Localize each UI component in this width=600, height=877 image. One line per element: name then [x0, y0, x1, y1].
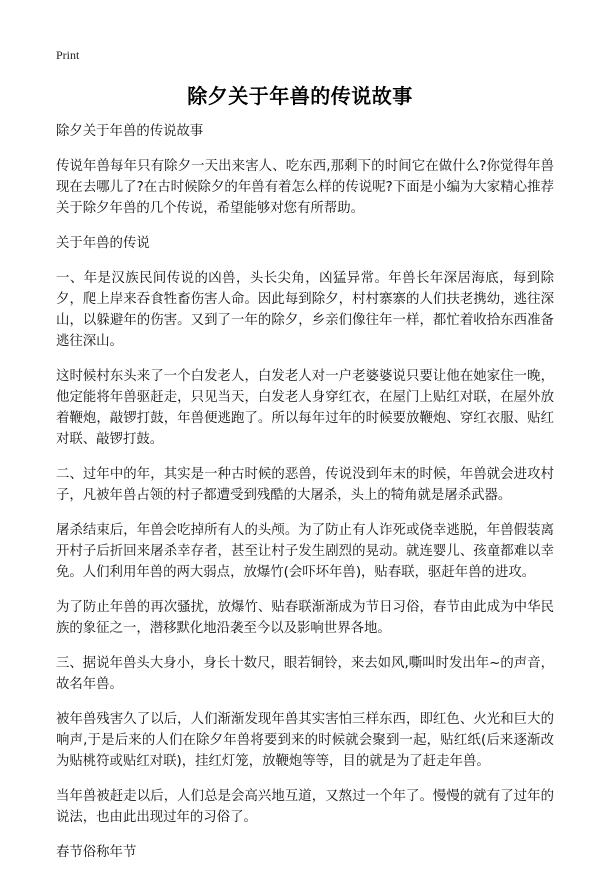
paragraph-origin: 当年兽被赶走以后，人们总是会高兴地互道，又熬过一个年了。慢慢的就有了过年的说法，也由此出现过年的习俗了。: [56, 789, 554, 825]
paragraph-slaughter: 屠杀结束后，年兽会吃掉所有人的头颅。为了防止有人诈死或侥幸逃脱，年兽假装离开村子后折回来屠杀幸存者，甚至让村子发生剧烈的晃动。就连婴儿、孩童都难以幸免。人们利用年兽的两大弱点，放爆竹(会吓坏年兽)，贴春联，驱赶年兽的进攻。: [56, 523, 554, 580]
page-title: 除夕关于年兽的传说故事: [187, 84, 413, 108]
section-heading: 关于年兽的传说: [56, 236, 150, 251]
paragraph-legend-1: 一、年是汉族民间传说的凶兽，头长尖角，凶猛异常。年兽长年深居海底，每到除夕，爬上岸来吞食牲畜伤害人命。因此每到除夕，村村寨寨的人们扶老携幼，逃往深山，以躲避年的伤害。又到了一年的除夕，乡亲们像往年一样，都忙着收拾东西准备逃往深山。: [56, 271, 554, 349]
intro-paragraph: 传说年兽每年只有除夕一天出来害人、吃东西,那剩下的时间它在做什么?你觉得年兽现在去哪儿了?在古时候除夕的年兽有着怎么样的传说呢?下面是小编为大家精心推荐关于除夕年兽的几个传说，希望能够对您有所帮助。: [56, 159, 554, 216]
paragraph-legend-3: 三、据说年兽头大身小，身长十数尺，眼若铜铃，来去如风,嘶叫时发出年~的声音，故名年兽。: [56, 656, 554, 692]
article-body: [56, 121, 554, 877]
print-link[interactable]: Print: [56, 48, 80, 62]
paragraph-old-man: 这时候村东头来了一个白发老人，白发老人对一户老婆婆说只要让他在她家住一晚，他定能将年兽驱赶走，只见当天，白发老人身穿红衣，在屋门上贴红对联，在屋外放着鞭炮，敲锣打鼓，年兽便逃跑了。所以每年过年的时候要放鞭炮、穿红衣服、贴红对联、敲锣打鼓。: [56, 369, 554, 447]
paragraph-custom: 为了防止年兽的再次骚扰，放爆竹、贴春联渐渐成为节日习俗，春节由此成为中华民族的象征之一，潜移默化地沿袭至今以及影响世界各地。: [56, 600, 554, 636]
next-section-heading: 春节俗称年节: [56, 845, 137, 860]
paragraph-fears: 被年兽残害久了以后，人们渐渐发现年兽其实害怕三样东西，即红色、火光和巨大的响声,于是后来的人们在除夕年兽将要到来的时候就会聚到一起，贴红纸(后来逐渐改为贴桃符或贴红对联)，挂红灯笼，放鞭炮等等，目的就是为了赶走年兽。: [56, 712, 554, 769]
article-subtitle: 除夕关于年兽的传说故事: [56, 124, 204, 139]
paragraph-legend-2: 二、过年中的年，其实是一种古时候的恶兽，传说没到年末的时候，年兽就会进攻村子，凡被年兽占领的村子都遭受到残酷的大屠杀，头上的犄角就是屠杀武器。: [56, 467, 554, 503]
